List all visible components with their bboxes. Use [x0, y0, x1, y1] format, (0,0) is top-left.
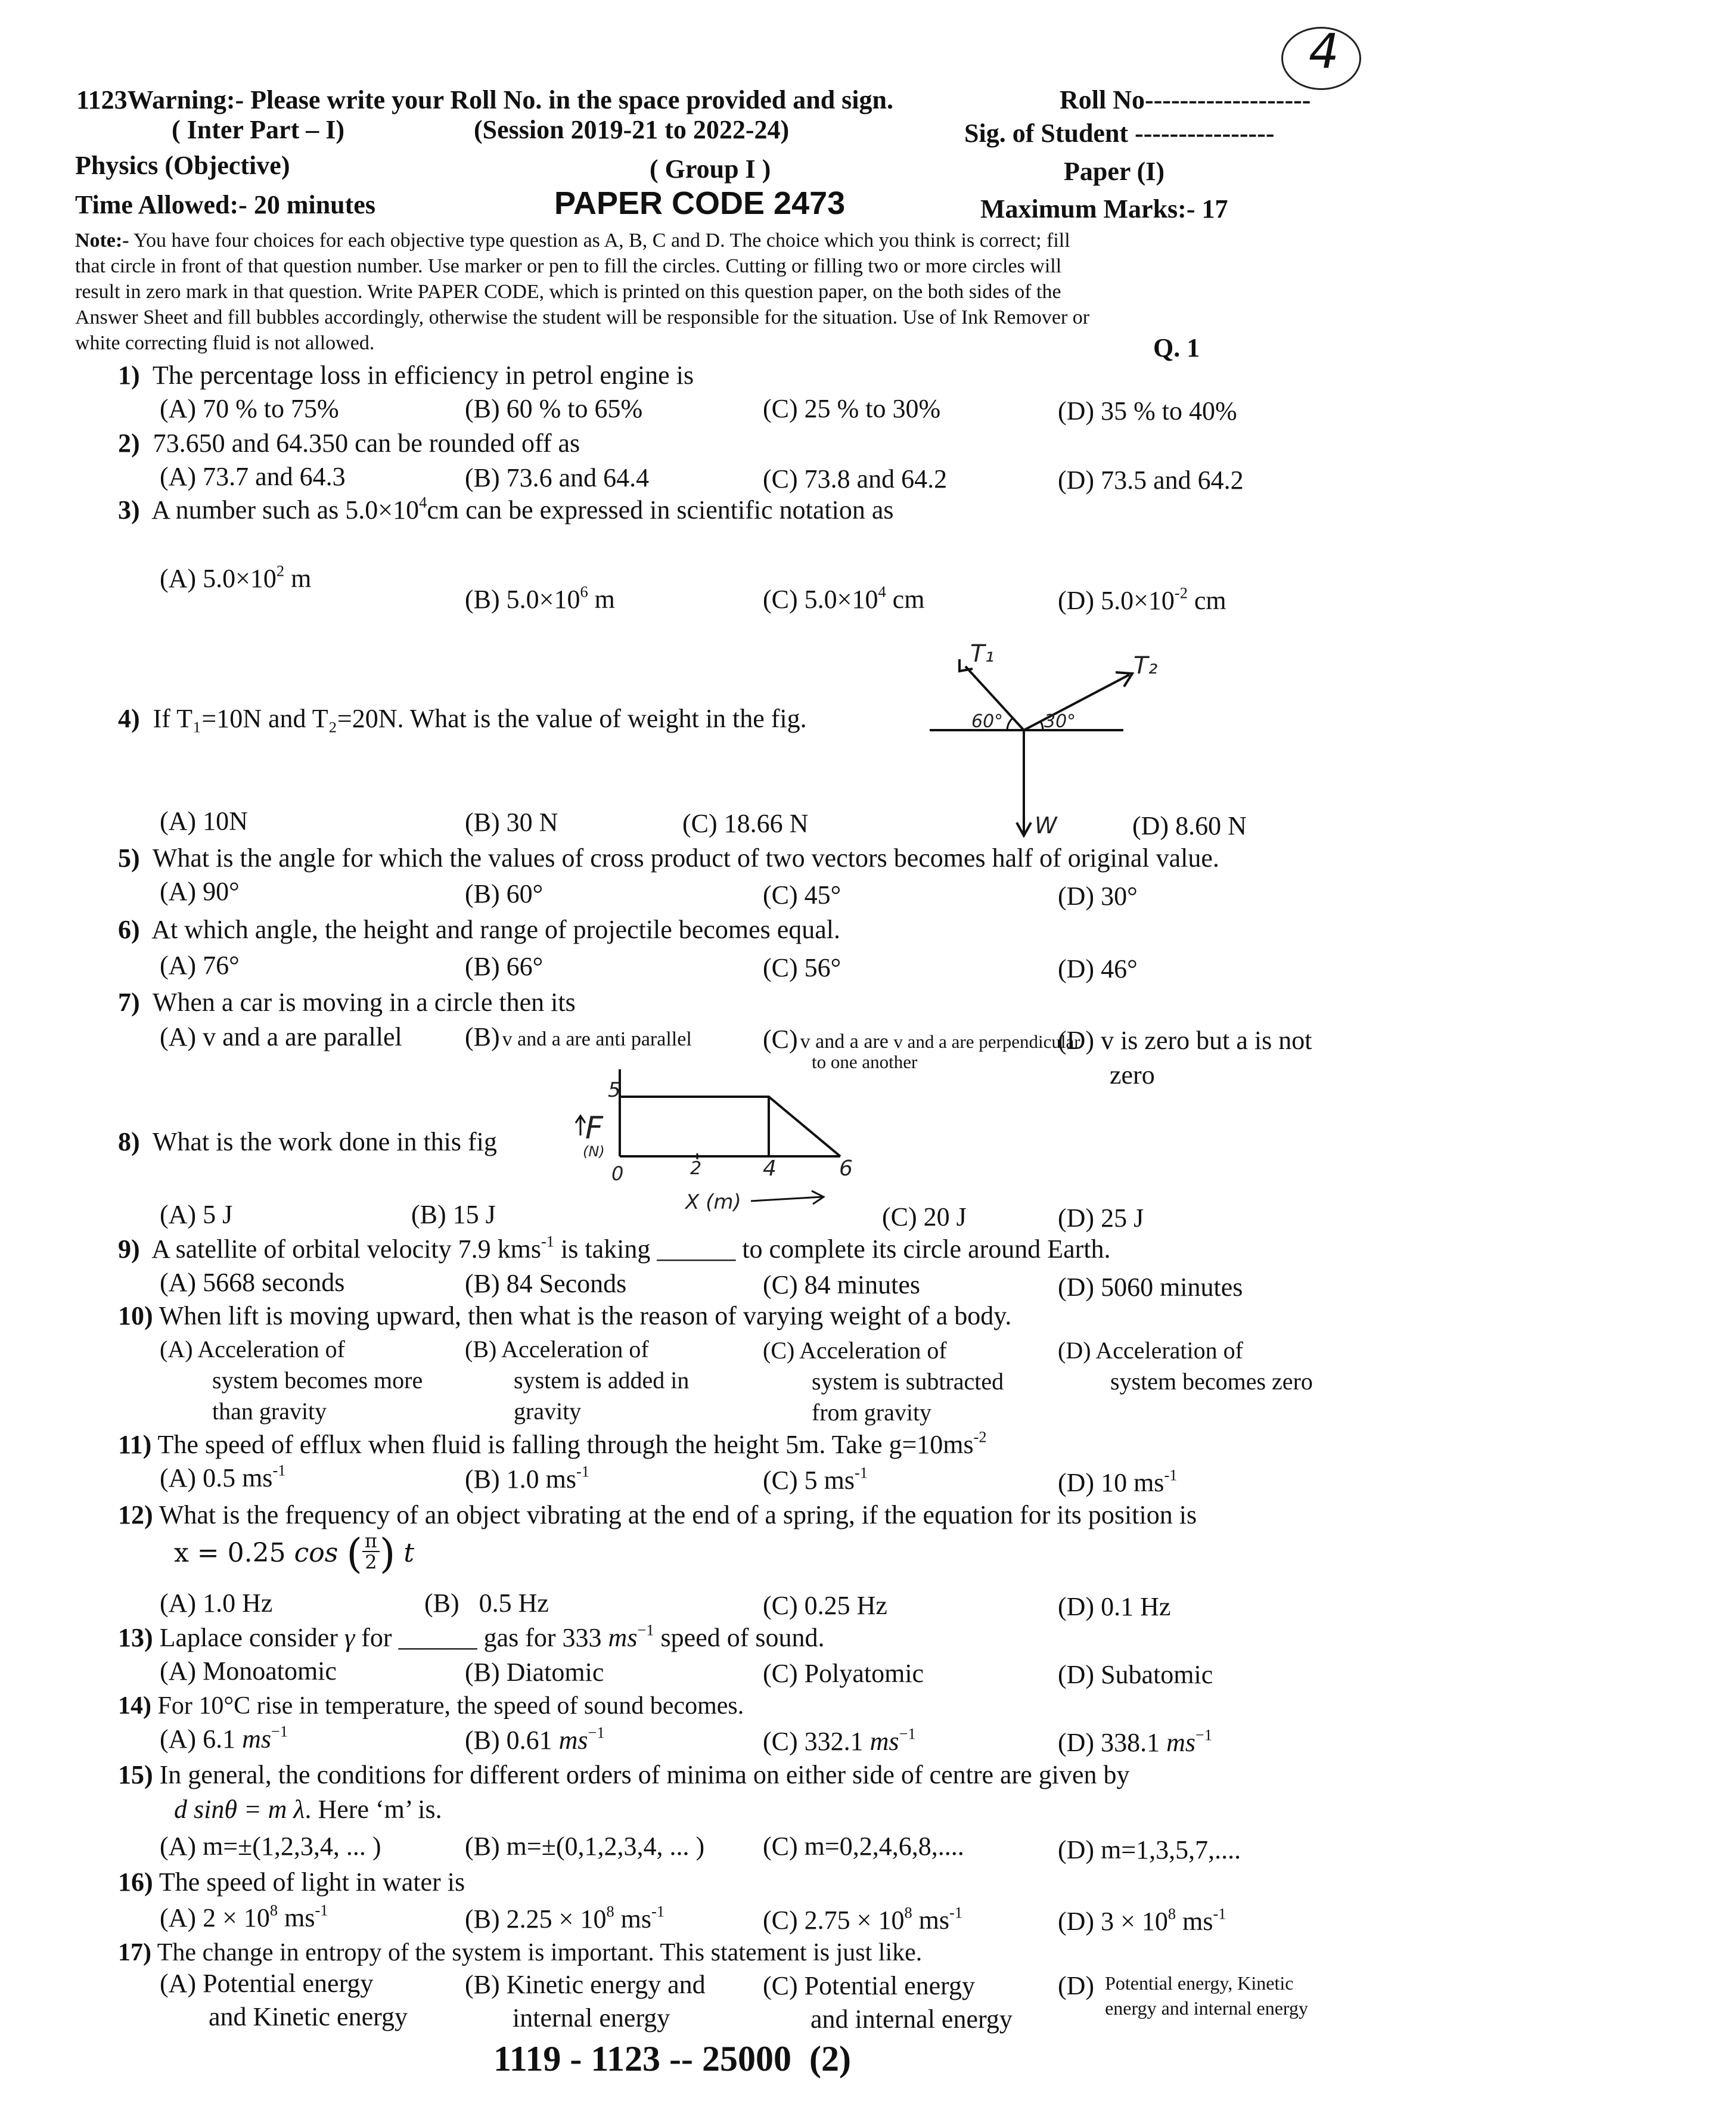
q10-option-b: (B) Acceleration of system is added in gravity: [465, 1336, 690, 1425]
q10-option-c: (C) Acceleration of system is subtracted from gravity: [763, 1337, 1004, 1426]
question-1: 1) The percentage loss in efficiency in petrol engine is: [118, 361, 694, 390]
q17-option-b: (B) Kinetic energy and internal energy: [465, 1970, 706, 2033]
q12-option-a: (A) 1.0 Hz: [160, 1588, 273, 1618]
q15-option-b: (B) m=±(0,1,2,3,4, ... ): [465, 1832, 705, 1861]
q16-option-b: (B) $2.25 \times 10^8$ $ms^{-1}$: [465, 1902, 665, 1934]
graph-x2-label: 2: [690, 1158, 702, 1179]
q3-option-b: (B) $5.0\times 10^6$ m: [465, 582, 615, 614]
q10-option-a: (A) Acceleration of system becomes more than gravity: [160, 1336, 423, 1425]
x-direction-arrow: [751, 1197, 822, 1201]
q7-option-d: (D) v is zero but a is not: [1058, 1026, 1312, 1055]
question-8: 8) What is the work done in this fig: [118, 1127, 497, 1156]
q15-equation: d sinθ = m λ. Here ‘m’ is.: [174, 1795, 442, 1824]
t1-label: T₁: [970, 640, 995, 668]
note-line-5: white correcting fluid is not allowed.: [75, 332, 375, 354]
q2-option-b: (B) 73.6 and 64.4: [465, 463, 650, 492]
question-15: 15) In general, the conditions for different orders of minima on either side of centre are given by: [118, 1760, 1130, 1789]
force-distance-graph: [572, 1067, 894, 1213]
q7-option-c: (C) v and a are v and a are perpendicular: [763, 1025, 1080, 1054]
q17-option-d: (D) Potential energy, Kinetic energy and internal energy: [1058, 1971, 1308, 2019]
graph-y-value: 5: [608, 1078, 621, 1102]
q1-option-c: (C) 25 % to 30%: [763, 394, 941, 423]
q16-option-c: (C) $2.75 \times 10^8$ $ms^{-1}$: [763, 1903, 963, 1935]
q1-option-a: (A) 70 % to 75%: [160, 394, 339, 423]
q12-option-c: (C) 0.25 Hz: [763, 1591, 887, 1620]
q2-option-c: (C) 73.8 and 64.2: [763, 464, 948, 494]
question-3: 3) A number such as $5.0\times 10^4cm$ can be expressed in scientific notation as: [118, 493, 894, 525]
angle-arc-2: [1041, 721, 1043, 730]
q7-option-b: (B) v and a are anti parallel: [465, 1022, 692, 1051]
angle-arc-1: [1007, 718, 1013, 730]
graph-x-axis-label: X (m): [685, 1190, 741, 1214]
q11-option-d: (D) 10 $ms^{-1}$: [1058, 1466, 1178, 1497]
q5-option-c: (C) 45°: [763, 880, 841, 910]
note-line-4: Answer Sheet and fill bubbles accordingly, otherwise the student will be responsible for the situation. Use of Ink Remover or: [75, 306, 1090, 328]
footer-code: 1119 - 1123 -- 25000 (2): [493, 2039, 851, 2078]
q6-option-c: (C) 56°: [763, 953, 841, 982]
q7-option-d-line2: zero: [1110, 1060, 1155, 1090]
question-16: 16) The speed of light in water is: [118, 1867, 465, 1897]
question-label: Q. 1: [1153, 333, 1200, 362]
q13-option-d: (D) Subatomic: [1058, 1660, 1213, 1689]
question-13: 13) Laplace consider γ for ______ gas for 333 $ms^{-1}$ speed of sound.: [118, 1621, 825, 1652]
q14-option-c: (C) 332.1 $ms^{-1}$: [763, 1724, 916, 1756]
q7-option-a: (A) v and a are parallel: [160, 1022, 402, 1051]
q5-option-d: (D) 30°: [1058, 882, 1138, 911]
q16-option-a: (A) $2 \times 10^8$ $ms^{-1}$: [160, 1901, 328, 1932]
q12-equation: x = 0.25 cos ( $\frac{\pi}{2}$ ) t: [174, 1529, 415, 1578]
question-17: 17) The change in entropy of the system is important. This statement is just like.: [118, 1939, 923, 1966]
question-9: 9) A satellite of orbital velocity 7.9 kms$^{-1}$ is taking ______ to complete its circle around Earth.: [118, 1232, 1111, 1264]
graph-x6-label: 6: [839, 1156, 853, 1181]
q11-option-c: (C) 5 $ms^{-1}$: [763, 1463, 868, 1495]
q1-option-d: (D) 35 % to 40%: [1058, 396, 1237, 426]
q3-option-c: (C) $5.0\times 10^4$ cm: [763, 582, 925, 614]
q12-option-b: (B) 0.5 Hz: [424, 1588, 549, 1618]
force-curve: [620, 1097, 840, 1156]
q9-option-c: (C) 84 minutes: [763, 1270, 920, 1299]
note-line-1: Note:- You have four choices for each objective type question as A, B, C and D. The choice which you think is correct; fill: [75, 229, 1070, 252]
q7-option-c-line2: to one another: [812, 1051, 918, 1072]
q2-option-a: (A) 73.7 and 64.3: [160, 462, 346, 491]
question-4: 4) If T₁=10N and T₂=20N. What is the value of weight in the fig.: [118, 704, 807, 733]
graph-x0-label: 0: [611, 1162, 624, 1185]
q16-option-d: (D) $3 \times 10^8$ $ms^{-1}$: [1058, 1904, 1226, 1936]
roll-no-field: Roll No-------------------: [1060, 85, 1311, 114]
q1-option-b: (B) 60 % to 65%: [465, 394, 643, 423]
graph-x4-label: 4: [763, 1156, 777, 1181]
handwritten-mark-text: 4: [1309, 24, 1339, 79]
t2-string: [1024, 675, 1129, 730]
q13-option-a: (A) Monoatomic: [160, 1656, 337, 1686]
q6-option-d: (D) 46°: [1058, 954, 1138, 983]
question-6: 6) At which angle, the height and range of projectile becomes equal.: [118, 915, 841, 944]
time-allowed: Time Allowed:- 20 minutes: [75, 190, 375, 219]
q8-option-c: (C) 20 J: [882, 1202, 967, 1231]
maximum-marks: Maximum Marks:- 17: [980, 194, 1228, 224]
q10-option-d: (D) Acceleration of system becomes zero: [1058, 1337, 1313, 1395]
angle-60-label: 60°: [971, 711, 1004, 732]
graph-force-unit: (N): [583, 1143, 605, 1160]
question-11: 11) The speed of efflux when fluid is falling through the height 5m. Take $g=10ms^{-2}$: [118, 1428, 987, 1459]
q4-option-b: (B) 30 N: [465, 808, 558, 837]
q9-option-d: (D) 5060 minutes: [1058, 1273, 1243, 1302]
q15-option-c: (C) m=0,2,4,6,8,....: [763, 1832, 964, 1861]
q6-option-a: (A) 76°: [160, 951, 240, 980]
q4-option-a: (A) 10N: [160, 806, 248, 836]
q3-option-a: (A) $5.0\times 10^2$ m: [160, 561, 312, 593]
question-10: 10) When lift is moving upward, then what is the reason of varying weight of a body.: [118, 1301, 1012, 1330]
note-line-2: that circle in front of that question number. Use marker or pen to fill the circles. Cutting or filling two or more circles will: [75, 255, 1062, 277]
q9-option-a: (A) 5668 seconds: [160, 1268, 345, 1297]
q15-option-a: (A) m=±(1,2,3,4, ... ): [160, 1832, 381, 1861]
q8-option-d: (D) 25 J: [1058, 1203, 1144, 1233]
inter-part: ( Inter Part – I): [172, 115, 344, 144]
weight-label: W: [1035, 812, 1057, 839]
t2-label: T₂: [1133, 652, 1158, 679]
graph-force-label: F: [585, 1110, 603, 1146]
q6-option-b: (B) 66°: [465, 952, 544, 981]
q15-option-d: (D) m=1,3,5,7,....: [1058, 1835, 1241, 1864]
q14-option-d: (D) 338.1 $ms^{-1}$: [1058, 1726, 1213, 1757]
q8-option-a: (A) 5 J: [160, 1200, 233, 1229]
session: (Session 2019-21 to 2022-24): [474, 115, 790, 144]
q13-option-b: (B) Diatomic: [465, 1658, 604, 1687]
paper-number: Paper (I): [1064, 157, 1165, 186]
q4-option-c: (C) 18.66 N: [682, 809, 809, 838]
question-12: 12) What is the frequency of an object vibrating at the end of a spring, if the equation for its position is: [118, 1500, 1197, 1529]
question-14: 14) For 10°C rise in temperature, the speed of sound becomes.: [118, 1692, 744, 1720]
subject: Physics (Objective): [75, 151, 290, 180]
q12-option-d: (D) 0.1 Hz: [1058, 1592, 1171, 1621]
q9-option-b: (B) 84 Seconds: [465, 1269, 627, 1298]
q8-option-b: (B) 15 J: [411, 1200, 496, 1229]
question-2: 2) 73.650 and 64.350 can be rounded off as: [118, 429, 580, 458]
warning-line: 1123Warning:- Please write your Roll No. in the space provided and sign.: [76, 85, 894, 114]
q17-option-a: (A) Potential energy and Kinetic energy: [160, 1969, 408, 2031]
q4-option-d: (D) 8.60 N: [1132, 811, 1247, 840]
q13-option-c: (C) Polyatomic: [763, 1659, 924, 1688]
group: ( Group I ): [650, 154, 771, 184]
signature-field: Sig. of Student ----------------: [964, 119, 1275, 148]
q14-option-a: (A) 6.1 $ms^{-1}$: [160, 1722, 288, 1754]
q17-option-c: (C) Potential energy and internal energy: [763, 1971, 1013, 2034]
q5-option-a: (A) 90°: [160, 877, 240, 906]
paper-code: PAPER CODE 2473: [554, 185, 846, 221]
angle-30-label: 30°: [1044, 711, 1076, 732]
q3-option-d: (D) $5.0\times 10^{-2}$ cm: [1058, 584, 1226, 615]
note-line-3: result in zero mark in that question. Write PAPER CODE, which is printed on this question paper, on the both sides of the: [75, 281, 1061, 303]
q5-option-b: (B) 60°: [465, 879, 544, 908]
q2-option-d: (D) 73.5 and 64.2: [1058, 466, 1244, 495]
q11-option-a: (A) 0.5 $ms^{-1}$: [160, 1461, 286, 1492]
question-7: 7) When a car is moving in a circle then its: [118, 988, 576, 1017]
question-5: 5) What is the angle for which the values of cross product of two vectors becomes half of original value.: [118, 843, 1219, 873]
q14-option-b: (B) 0.61 $ms^{-1}$: [465, 1723, 605, 1755]
q11-option-b: (B) 1.0 $ms^{-1}$: [465, 1462, 589, 1494]
